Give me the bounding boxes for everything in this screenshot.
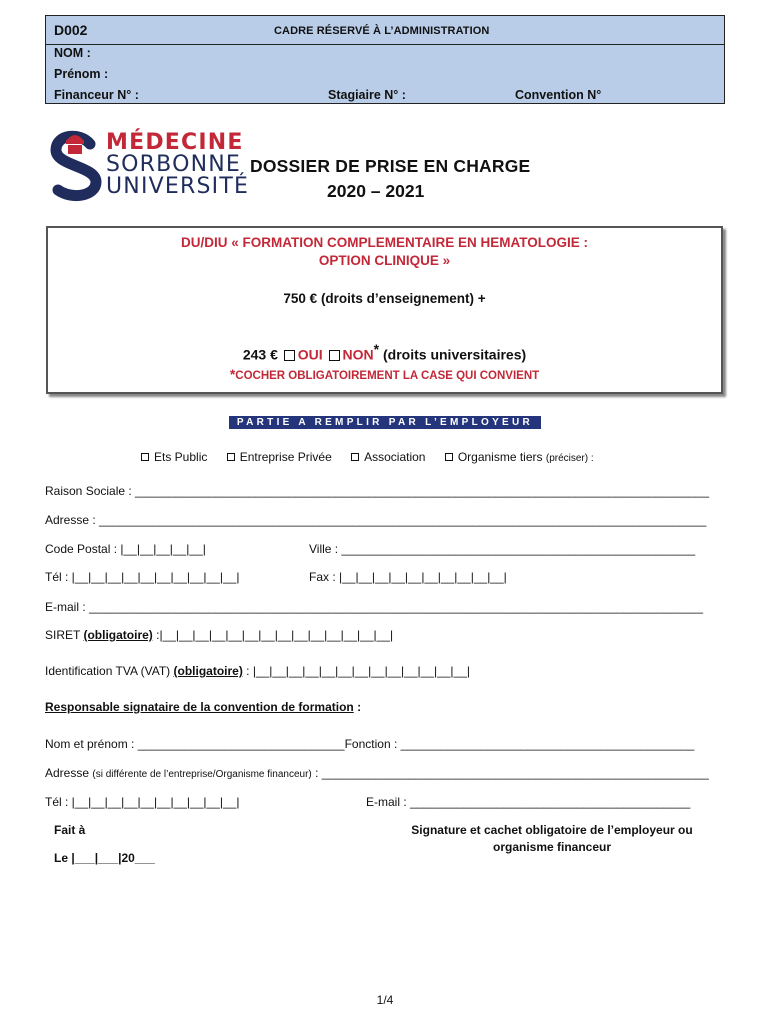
admin-convention-label: Convention N° [515,88,602,102]
tva-obligatoire: (obligatoire) [173,664,243,678]
formation-title-line1: DU/DIU « FORMATION COMPLEMENTAIRE EN HEMATOLOGIE : [181,235,588,250]
formation-fee: 750 € (droits d’enseignement) + [283,291,486,306]
tva-boxes[interactable]: : |__|__|__|__|__|__|__|__|__|__|__|__|__| [242,664,471,678]
logo-s-emblem-icon [50,130,102,202]
admin-title: CADRE RÉSERVÉ À L’ADMINISTRATION [274,25,490,37]
admin-nom-label: NOM : [54,46,91,60]
ets-public-checkbox[interactable] [141,453,149,461]
entreprise-option[interactable] [227,450,332,464]
email-signataire-field[interactable]: E-mail : __________________________________________ [366,795,691,809]
formation-title-line2: OPTION CLINIQUE » [318,253,451,268]
university-fee-label: (droits universitaires) [383,346,527,363]
oui-checkbox[interactable] [284,350,295,361]
code-postal-field[interactable]: Code Postal : |__|__|__|__|__| [45,542,206,556]
adresse-signataire-label: Adresse [45,766,90,780]
adresse-signataire-line[interactable]: : __________________________________________________________ [311,766,709,780]
admin-stagiaire-label: Stagiaire N° : [328,88,406,102]
document-title: DOSSIER DE PRISE EN CHARGE [250,156,531,176]
document-year: 2020 – 2021 [327,181,425,201]
non-label: NON [342,346,374,363]
admin-header-row [46,16,724,45]
entreprise-checkbox[interactable] [227,453,235,461]
formation-box [46,226,723,394]
responsable-heading [45,700,361,714]
adresse-signataire-field[interactable] [45,766,709,780]
admin-box [45,15,725,104]
university-fee-amount: 243 € [242,346,278,363]
responsable-heading-text: Responsable signataire de la convention de formation [45,700,354,714]
adresse-field[interactable]: Adresse : ___________________________________________________________________________________________ [45,513,707,527]
university-fee-line [48,341,721,363]
checkbox-note [48,366,721,382]
logo-line-universite: UNIVERSITÉ [106,174,250,199]
tva-field[interactable] [45,664,470,678]
tel-field[interactable]: Tél : |__|__|__|__|__|__|__|__|__|__| [45,570,240,584]
siret-obligatoire: (obligatoire) [83,628,153,642]
document-code: D002 [54,22,88,38]
fax-field[interactable]: Fax : |__|__|__|__|__|__|__|__|__|__| [309,570,507,584]
note-text: COCHER OBLIGATOIREMENT LA CASE QUI CONVIENT [235,370,540,382]
association-checkbox[interactable] [351,453,359,461]
tel-signataire-field[interactable]: Tél : |__|__|__|__|__|__|__|__|__|__| [45,795,240,809]
organisation-type-options [141,450,610,464]
siret-boxes[interactable]: :|__|__|__|__|__|__|__|__|__|__|__|__|__|__| [152,628,394,642]
organisme-tiers-option[interactable] [445,450,594,464]
siret-label: SIRET [45,628,81,642]
non-checkbox[interactable] [329,350,340,361]
email-field[interactable]: E-mail : ____________________________________________________________________________________________ [45,600,703,614]
note-asterisk: * [229,366,236,382]
nom-prenom-fonction-field[interactable]: Nom et prénom : _______________________________Fonction : ____________________________________________ [45,737,695,751]
signature-label: Signature et cachet obligatoire de l’employeur ou organisme financeur [411,823,693,854]
preciser-label: (préciser) : [545,453,594,464]
fait-a-label: Fait à [54,823,86,837]
logo-line-medecine: MÉDECINE [106,130,244,155]
ets-public-option[interactable] [141,450,207,464]
employer-section-banner: PARTIE A REMPLIR PAR L’EMPLOYEUR [229,416,541,429]
association-label: Association [364,450,426,464]
page-number: 1/4 [376,993,394,1007]
adresse-signataire-note: (si différente de l’entreprise/Organisme financeur) [92,769,312,780]
tva-label: Identification TVA (VAT) [45,664,171,678]
admin-financeur-label: Financeur N° : [54,88,139,102]
organisme-tiers-label: Organisme tiers [457,450,543,464]
responsable-colon: : [353,700,362,714]
date-field[interactable]: Le |___|___|20___ [54,851,155,865]
entreprise-label: Entreprise Privée [239,450,332,464]
oui-label: OUI [297,346,323,363]
sorbonne-logo [50,130,250,200]
non-asterisk: * [373,341,380,357]
association-option[interactable] [351,450,425,464]
ets-public-label: Ets Public [154,450,208,464]
logo-line-sorbonne: SORBONNE [106,152,242,177]
siret-field[interactable] [45,628,393,642]
ville-field[interactable]: Ville : _____________________________________________________ [309,542,696,556]
admin-prenom-label: Prénom : [54,67,109,81]
organisme-tiers-checkbox[interactable] [445,453,453,461]
raison-sociale-field[interactable]: Raison Sociale : ______________________________________________________________________________________ [45,484,709,498]
